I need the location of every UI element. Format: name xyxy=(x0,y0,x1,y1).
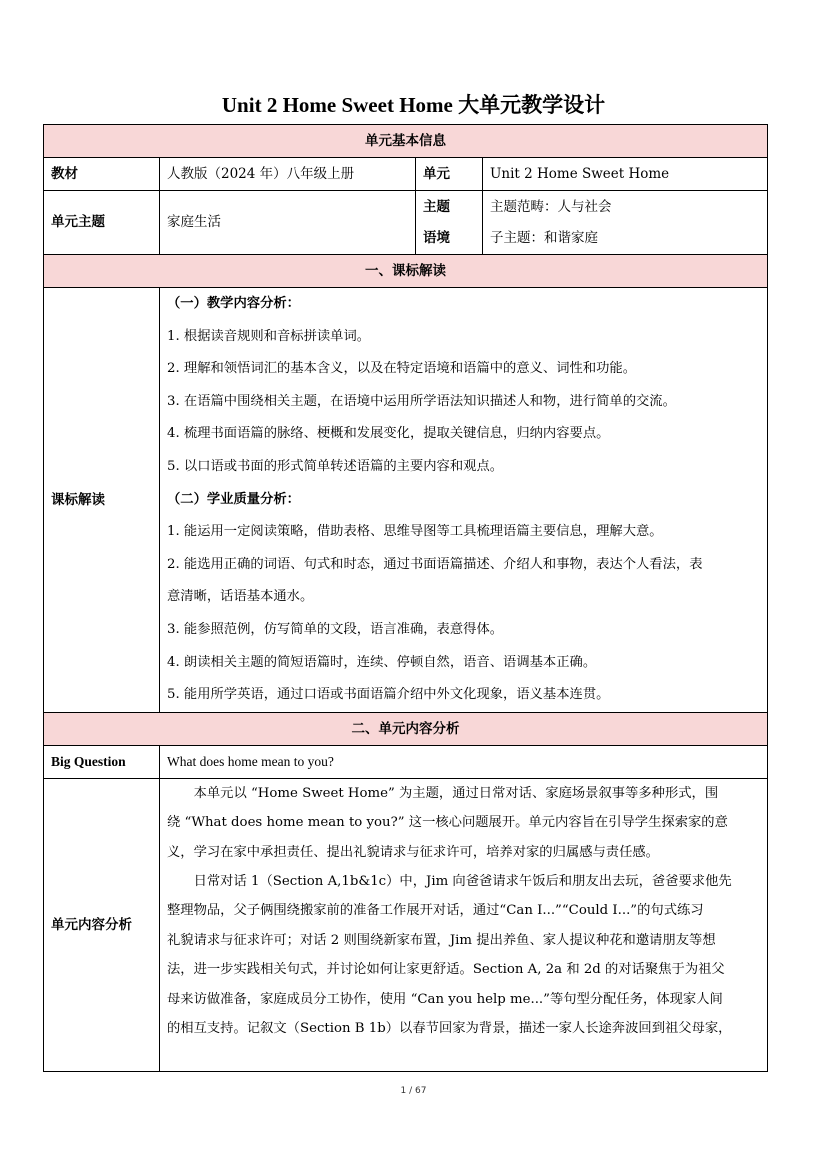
list-item: 1. 根据读音规则和音标拼读单词。 xyxy=(167,328,371,344)
unit-design-table xyxy=(43,124,768,1072)
curriculum-label: 课标解读 xyxy=(44,288,160,713)
basic-info-header: 单元基本信息 xyxy=(44,125,768,158)
section2-header: 二、单元内容分析 xyxy=(44,712,768,745)
list-item: 5. 能用所学英语，通过口语或书面语篇介绍中外文化现象，语义基本连贯。 xyxy=(167,687,610,703)
list-item: 4. 朗读相关主题的简短语篇时，连续、停顿自然，语音、语调基本正确。 xyxy=(167,654,597,670)
section1-header: 一、课标解读 xyxy=(44,255,768,288)
topic-value: 主题范畴：人与社会 xyxy=(490,198,612,215)
paragraph-line: 本单元以 “Home Sweet Home” 为主题，通过日常对话、家庭场景叙事等多种形式，围 xyxy=(167,785,719,801)
quality-heading: （二）学业质量分析： xyxy=(167,491,300,507)
list-item: 4. 梳理书面语篇的脉络、梗概和发展变化，提取关键信息，归纳内容要点。 xyxy=(167,426,610,442)
topic-context-values xyxy=(483,191,768,255)
big-question-label: Big Question xyxy=(44,745,160,778)
paragraph-line: 义，学习在家中承担责任、提出礼貌请求与征求许可，培养对家的归属感与责任感。 xyxy=(167,844,659,860)
list-item: 3. 能参照范例，仿写简单的文段，语言准确，表意得体。 xyxy=(167,621,504,637)
page-number: 1 / 67 xyxy=(400,1086,427,1096)
paragraph-line: 母来访做准备，家庭成员分工协作，使用 “Can you help me...”等句型分配任务，体现家人间 xyxy=(167,991,723,1007)
paragraph-line: 法，进一步实践相关句式，并讨论如何让家更舒适。Section A, 2a 和 2d 的对话聚焦于为祖父 xyxy=(167,962,725,978)
list-item: 5. 以口语或书面的形式简单转述语篇的主要内容和观点。 xyxy=(167,458,504,474)
big-question-value: What does home mean to you? xyxy=(160,745,768,778)
topic-label: 主题 xyxy=(423,198,450,215)
list-item: 意清晰，话语基本通水。 xyxy=(167,589,314,605)
topic-context-labels xyxy=(416,191,483,255)
unit-value: Unit 2 Home Sweet Home xyxy=(483,158,768,191)
list-item: 2. 理解和领悟词汇的基本含义，以及在特定语境和语篇中的意义、词性和功能。 xyxy=(167,361,637,377)
list-item: 3. 在语篇中围绕相关主题，在语境中运用所学语法知识描述人和物，进行简单的交流。 xyxy=(167,393,676,409)
list-item: 2. 能选用正确的词语、句式和时态，通过书面语篇描述、介绍人和事物，表达个人看法，表 xyxy=(167,556,703,572)
paragraph-line: 礼貌请求与征求许可；对话 2 则围绕新家布置，Jim 提出养鱼、家人提议种花和邀请朋友等想 xyxy=(167,932,716,948)
list-item: 1. 能运用一定阅读策略，借助表格、思维导图等工具梳理语篇主要信息，理解大意。 xyxy=(167,524,663,540)
context-label: 语境 xyxy=(423,229,450,246)
page-title: Unit 2 Home Sweet Home 大单元教学设计 xyxy=(221,93,606,117)
teaching-content-heading: （一）教学内容分析： xyxy=(167,296,300,311)
curriculum-content xyxy=(160,288,768,713)
paragraph-line: 绕 “What does home mean to you?” 这一核心问题展开。单元内容旨在引导学生探索家的意 xyxy=(167,815,728,831)
theme-value: 家庭生活 xyxy=(160,191,416,255)
paragraph-line: 日常对话 1（Section A,1b&1c）中，Jim 向爸爸请求午饭后和朋友出去玩，爸爸要求他先 xyxy=(167,873,732,889)
textbook-value: 人教版（2024 年）八年级上册 xyxy=(160,158,416,191)
textbook-label: 教材 xyxy=(44,158,160,191)
paragraph-line: 的相互支持。记叙文（Section B 1b）以春节回家为背景，描述一家人长途奔波回到祖父母家， xyxy=(167,1020,732,1036)
theme-label: 单元主题 xyxy=(44,191,160,255)
unit-analysis-content xyxy=(160,778,768,1071)
unit-analysis-label: 单元内容分析 xyxy=(44,778,160,1071)
context-value: 子主题：和谐家庭 xyxy=(490,229,598,246)
paragraph-line: 整理物品，父子俩围绕搬家前的准备工作展开对话，通过“Can I...”“Could I...”的句式练习 xyxy=(167,903,704,919)
unit-label: 单元 xyxy=(416,158,483,191)
